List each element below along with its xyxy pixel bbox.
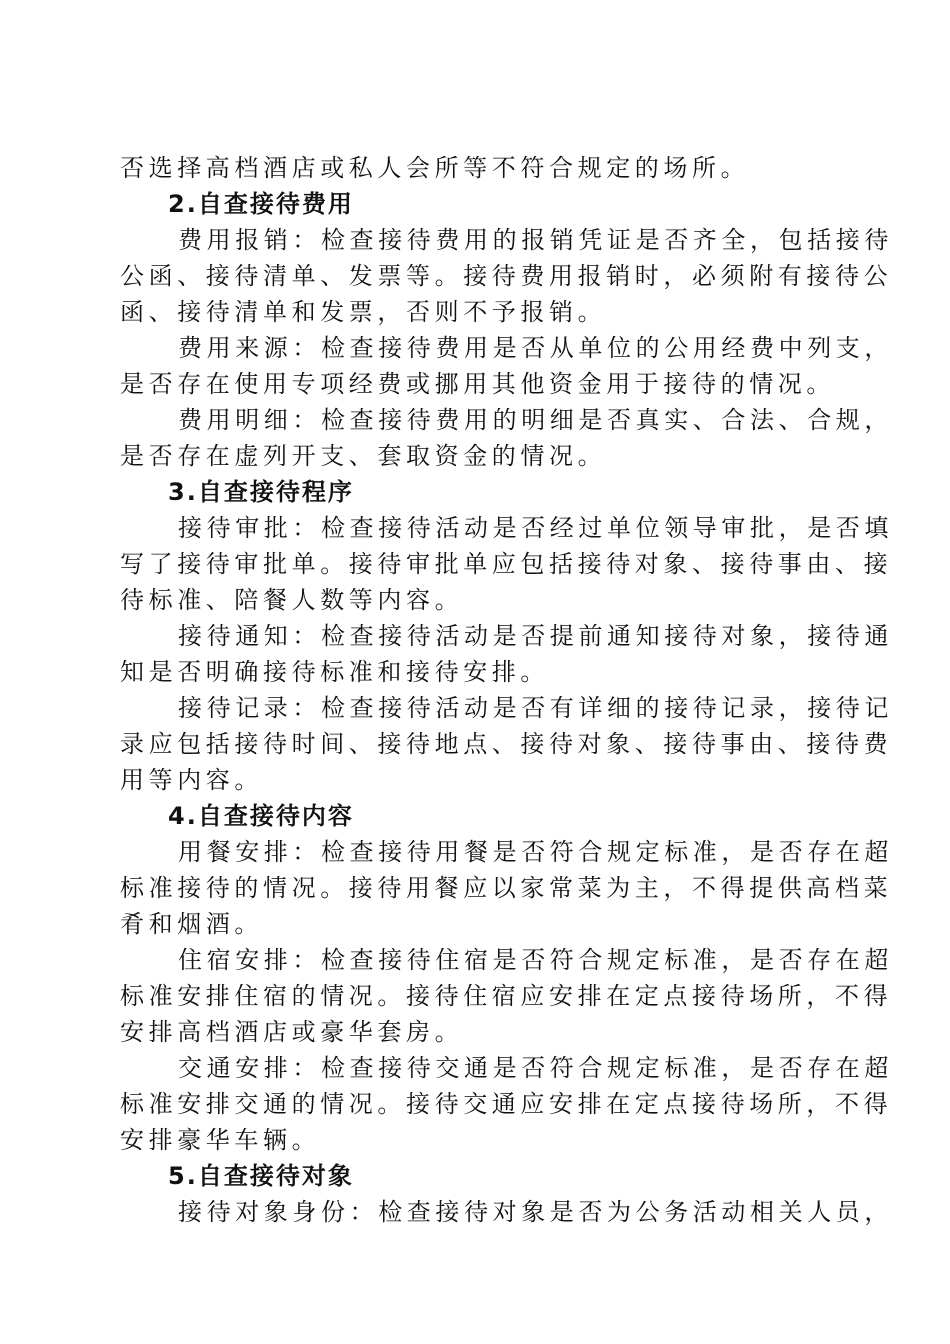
paragraph-line: 接待通知：检查接待活动是否提前通知接待对象，接待通 — [178, 622, 893, 650]
paragraph-line: 接待记录：检查接待活动是否有详细的接待记录，接待记 — [178, 694, 893, 722]
paragraph-line: 是否存在虚列开支、套取资金的情况。 — [120, 442, 607, 470]
paragraph-line: 费用来源：检查接待费用是否从单位的公用经费中列支， — [178, 334, 893, 362]
paragraph-line: 费用明细：检查接待费用的明细是否真实、合法、合规， — [178, 406, 893, 434]
paragraph-line: 安排豪华车辆。 — [120, 1126, 321, 1154]
section-heading-reception-content: 4.自查接待内容 — [168, 802, 354, 830]
paragraph-line: 接待审批：检查接待活动是否经过单位领导审批，是否填 — [178, 514, 893, 542]
section-heading-reception-procedure: 3.自查接待程序 — [168, 478, 354, 506]
paragraph-line: 函、接待清单和发票，否则不予报销。 — [120, 298, 607, 326]
paragraph-line: 写了接待审批单。接待审批单应包括接待对象、接待事由、接 — [120, 550, 893, 578]
paragraph-line: 安排高档酒店或豪华套房。 — [120, 1018, 464, 1046]
paragraph-line: 费用报销：检查接待费用的报销凭证是否齐全，包括接待 — [178, 226, 893, 254]
paragraph-line: 知是否明确接待标准和接待安排。 — [120, 658, 549, 686]
paragraph-line: 肴和烟酒。 — [120, 910, 263, 938]
paragraph-line: 用等内容。 — [120, 766, 263, 794]
paragraph-line: 是否存在使用专项经费或挪用其他资金用于接待的情况。 — [120, 370, 835, 398]
paragraph-line: 否选择高档酒店或私人会所等不符合规定的场所。 — [120, 154, 750, 182]
paragraph-line: 接待对象身份：检查接待对象是否为公务活动相关人员， — [178, 1198, 893, 1226]
paragraph-line: 住宿安排：检查接待住宿是否符合规定标准，是否存在超 — [178, 946, 893, 974]
section-heading-reception-targets: 5.自查接待对象 — [168, 1162, 354, 1190]
section-heading-reception-expenses: 2.自查接待费用 — [168, 190, 354, 218]
paragraph-line: 用餐安排：检查接待用餐是否符合规定标准，是否存在超 — [178, 838, 893, 866]
paragraph-line: 标准安排交通的情况。接待交通应安排在定点接待场所，不得 — [120, 1090, 893, 1118]
paragraph-line: 标准接待的情况。接待用餐应以家常菜为主，不得提供高档菜 — [120, 874, 893, 902]
paragraph-line: 公函、接待清单、发票等。接待费用报销时，必须附有接待公 — [120, 262, 893, 290]
paragraph-line: 标准安排住宿的情况。接待住宿应安排在定点接待场所，不得 — [120, 982, 893, 1010]
document-body — [120, 150, 893, 1230]
paragraph-line: 待标准、陪餐人数等内容。 — [120, 586, 464, 614]
paragraph-line: 录应包括接待时间、接待地点、接待对象、接待事由、接待费 — [120, 730, 893, 758]
paragraph-line: 交通安排：检查接待交通是否符合规定标准，是否存在超 — [178, 1054, 893, 1082]
